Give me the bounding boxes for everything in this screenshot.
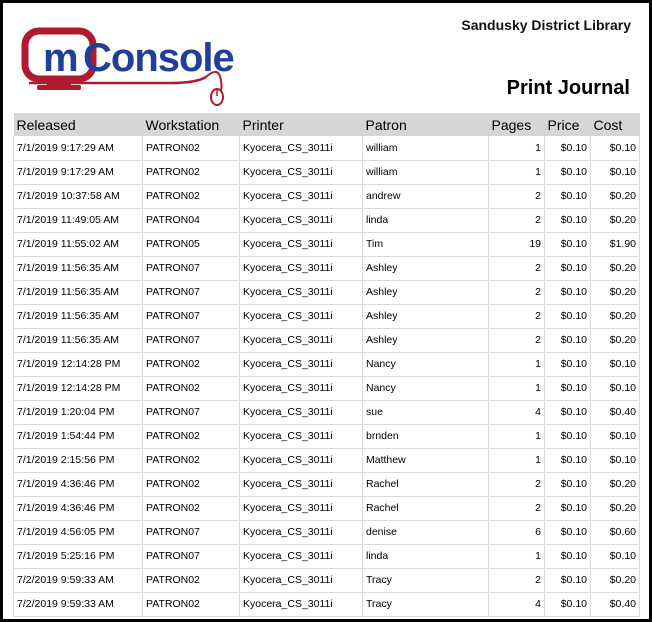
price-cell: $0.10 [545, 544, 591, 568]
price-cell: $0.10 [545, 304, 591, 328]
table-row[interactable] [14, 208, 640, 232]
pages-cell: 2 [489, 328, 545, 352]
workstation-cell: PATRON02 [143, 184, 240, 208]
price-cell: $0.10 [545, 568, 591, 592]
price-cell: $0.10 [545, 496, 591, 520]
price-cell: $0.10 [545, 376, 591, 400]
printer-cell: Kyocera_CS_3011i [240, 328, 363, 352]
cost-cell: $0.20 [591, 568, 640, 592]
pages-cell: 2 [489, 472, 545, 496]
report-title: Print Journal [506, 77, 630, 99]
cost-cell: $0.10 [591, 352, 640, 376]
pages-cell: 4 [489, 592, 545, 616]
cost-cell: $0.10 [591, 160, 640, 184]
column-header-price[interactable]: Price [545, 113, 591, 136]
price-cell: $0.10 [545, 448, 591, 472]
patron-cell: Tim [363, 232, 489, 256]
patron-cell: Ashley [363, 328, 489, 352]
released-cell: 7/1/2019 2:15:56 PM [14, 448, 143, 472]
pages-cell: 6 [489, 520, 545, 544]
pages-cell: 2 [489, 568, 545, 592]
price-cell: $0.10 [545, 328, 591, 352]
pages-cell: 1 [489, 160, 545, 184]
printer-cell: Kyocera_CS_3011i [240, 520, 363, 544]
cost-cell: $0.40 [591, 592, 640, 616]
patron-cell: brnden [363, 424, 489, 448]
released-cell: 7/1/2019 1:54:44 PM [14, 424, 143, 448]
table-row[interactable] [14, 496, 640, 520]
released-cell: 7/1/2019 12:14:28 PM [14, 352, 143, 376]
released-cell: 7/1/2019 1:20:04 PM [14, 400, 143, 424]
pages-cell: 1 [489, 544, 545, 568]
table-row[interactable] [14, 520, 640, 544]
price-cell: $0.10 [545, 520, 591, 544]
workstation-cell: PATRON02 [143, 424, 240, 448]
released-cell: 7/1/2019 4:36:46 PM [14, 496, 143, 520]
cost-cell: $0.20 [591, 472, 640, 496]
column-header-printer[interactable]: Printer [240, 113, 363, 136]
workstation-cell: PATRON07 [143, 544, 240, 568]
cost-cell: $0.20 [591, 304, 640, 328]
patron-cell: andrew [363, 184, 489, 208]
released-cell: 7/1/2019 11:56:35 AM [14, 328, 143, 352]
released-cell: 7/1/2019 4:36:46 PM [14, 472, 143, 496]
table-header-row [14, 113, 640, 136]
cost-cell: $0.20 [591, 256, 640, 280]
cost-cell: $0.20 [591, 328, 640, 352]
released-cell: 7/1/2019 5:25:16 PM [14, 544, 143, 568]
released-cell: 7/1/2019 11:56:35 AM [14, 304, 143, 328]
printer-cell: Kyocera_CS_3011i [240, 424, 363, 448]
released-cell: 7/1/2019 11:55:02 AM [14, 232, 143, 256]
patron-cell: Nancy [363, 352, 489, 376]
released-cell: 7/1/2019 11:56:35 AM [14, 280, 143, 304]
table-body [14, 136, 640, 616]
table-row[interactable] [14, 184, 640, 208]
pages-cell: 1 [489, 376, 545, 400]
released-cell: 7/1/2019 12:14:28 PM [14, 376, 143, 400]
workstation-cell: PATRON02 [143, 160, 240, 184]
price-cell: $0.10 [545, 400, 591, 424]
released-cell: 7/1/2019 9:17:29 AM [14, 136, 143, 160]
price-cell: $0.10 [545, 424, 591, 448]
printer-cell: Kyocera_CS_3011i [240, 376, 363, 400]
released-cell: 7/2/2019 9:59:33 AM [14, 592, 143, 616]
cost-cell: $0.60 [591, 520, 640, 544]
price-cell: $0.10 [545, 472, 591, 496]
workstation-cell: PATRON07 [143, 520, 240, 544]
released-cell: 7/2/2019 9:59:33 AM [14, 568, 143, 592]
cost-cell: $0.10 [591, 136, 640, 160]
released-cell: 7/1/2019 10:37:58 AM [14, 184, 143, 208]
patron-cell: linda [363, 544, 489, 568]
table-row[interactable] [14, 568, 640, 592]
pages-cell: 2 [489, 208, 545, 232]
printer-cell: Kyocera_CS_3011i [240, 256, 363, 280]
cost-cell: $0.10 [591, 448, 640, 472]
price-cell: $0.10 [545, 208, 591, 232]
released-cell: 7/1/2019 11:49:05 AM [14, 208, 143, 232]
patron-cell: william [363, 136, 489, 160]
patron-cell: Ashley [363, 280, 489, 304]
column-header-pages[interactable]: Pages [489, 113, 545, 136]
workstation-cell: PATRON07 [143, 304, 240, 328]
printer-cell: Kyocera_CS_3011i [240, 184, 363, 208]
price-cell: $0.10 [545, 352, 591, 376]
workstation-cell: PATRON05 [143, 232, 240, 256]
table-row[interactable] [14, 544, 640, 568]
cost-cell: $1.90 [591, 232, 640, 256]
patron-cell: linda [363, 208, 489, 232]
table-row[interactable] [14, 352, 640, 376]
pages-cell: 1 [489, 448, 545, 472]
workstation-cell: PATRON07 [143, 256, 240, 280]
table-row[interactable] [14, 592, 640, 616]
printer-cell: Kyocera_CS_3011i [240, 400, 363, 424]
workstation-cell: PATRON02 [143, 472, 240, 496]
cost-cell: $0.20 [591, 280, 640, 304]
pages-cell: 19 [489, 232, 545, 256]
pages-cell: 1 [489, 352, 545, 376]
printer-cell: Kyocera_CS_3011i [240, 232, 363, 256]
cost-cell: $0.10 [591, 424, 640, 448]
column-header-released[interactable]: Released [14, 113, 143, 136]
price-cell: $0.10 [545, 136, 591, 160]
printer-cell: Kyocera_CS_3011i [240, 208, 363, 232]
cost-cell: $0.20 [591, 208, 640, 232]
workstation-cell: PATRON02 [143, 352, 240, 376]
table-row[interactable] [14, 136, 640, 160]
patron-cell: denise [363, 520, 489, 544]
table-row[interactable] [14, 280, 640, 304]
cost-cell: $0.40 [591, 400, 640, 424]
workstation-cell: PATRON02 [143, 136, 240, 160]
table-row[interactable] [14, 232, 640, 256]
table-row[interactable] [14, 472, 640, 496]
cost-cell: $0.20 [591, 184, 640, 208]
price-cell: $0.10 [545, 184, 591, 208]
pages-cell: 2 [489, 256, 545, 280]
price-cell: $0.10 [545, 256, 591, 280]
patron-cell: Tracy [363, 568, 489, 592]
workstation-cell: PATRON02 [143, 592, 240, 616]
workstation-cell: PATRON02 [143, 568, 240, 592]
price-cell: $0.10 [545, 280, 591, 304]
patron-cell: william [363, 160, 489, 184]
workstation-cell: PATRON02 [143, 496, 240, 520]
patron-cell: Tracy [363, 592, 489, 616]
printer-cell: Kyocera_CS_3011i [240, 568, 363, 592]
printer-cell: Kyocera_CS_3011i [240, 160, 363, 184]
price-cell: $0.10 [545, 160, 591, 184]
table-row[interactable] [14, 328, 640, 352]
printer-cell: Kyocera_CS_3011i [240, 472, 363, 496]
released-cell: 7/1/2019 4:56:05 PM [14, 520, 143, 544]
column-header-cost[interactable]: Cost [591, 113, 640, 136]
printer-cell: Kyocera_CS_3011i [240, 304, 363, 328]
price-cell: $0.10 [545, 592, 591, 616]
workstation-cell: PATRON07 [143, 280, 240, 304]
released-cell: 7/1/2019 9:17:29 AM [14, 160, 143, 184]
svg-text:m: m [43, 36, 79, 80]
column-header-patron[interactable]: Patron [363, 113, 489, 136]
patron-cell: Nancy [363, 376, 489, 400]
table-row[interactable] [14, 424, 640, 448]
printer-cell: Kyocera_CS_3011i [240, 592, 363, 616]
pages-cell: 1 [489, 424, 545, 448]
workstation-cell: PATRON07 [143, 400, 240, 424]
workstation-cell: PATRON02 [143, 376, 240, 400]
pages-cell: 2 [489, 280, 545, 304]
released-cell: 7/1/2019 11:56:35 AM [14, 256, 143, 280]
table-row[interactable] [14, 376, 640, 400]
patron-cell: Rachel [363, 496, 489, 520]
patron-cell: Ashley [363, 256, 489, 280]
column-header-workstation[interactable]: Workstation [143, 113, 240, 136]
pages-cell: 4 [489, 400, 545, 424]
patron-cell: Matthew [363, 448, 489, 472]
printer-cell: Kyocera_CS_3011i [240, 496, 363, 520]
workstation-cell: PATRON07 [143, 328, 240, 352]
library-name: Sandusky District Library [461, 17, 631, 33]
table-row[interactable] [14, 160, 640, 184]
table-row[interactable] [14, 304, 640, 328]
table-row[interactable] [14, 400, 640, 424]
cost-cell: $0.10 [591, 376, 640, 400]
patron-cell: sue [363, 400, 489, 424]
printer-cell: Kyocera_CS_3011i [240, 136, 363, 160]
printer-cell: Kyocera_CS_3011i [240, 544, 363, 568]
printer-cell: Kyocera_CS_3011i [240, 448, 363, 472]
workstation-cell: PATRON04 [143, 208, 240, 232]
price-cell: $0.10 [545, 232, 591, 256]
table-row[interactable] [14, 448, 640, 472]
svg-text:Console: Console [83, 36, 234, 80]
cost-cell: $0.20 [591, 496, 640, 520]
mconsole-logo [21, 25, 281, 107]
table-row[interactable] [14, 256, 640, 280]
printer-cell: Kyocera_CS_3011i [240, 352, 363, 376]
pages-cell: 2 [489, 184, 545, 208]
cost-cell: $0.10 [591, 544, 640, 568]
pages-cell: 1 [489, 136, 545, 160]
print-journal-table [13, 113, 640, 617]
workstation-cell: PATRON02 [143, 448, 240, 472]
patron-cell: Ashley [363, 304, 489, 328]
pages-cell: 2 [489, 496, 545, 520]
pages-cell: 2 [489, 304, 545, 328]
printer-cell: Kyocera_CS_3011i [240, 280, 363, 304]
patron-cell: Rachel [363, 472, 489, 496]
